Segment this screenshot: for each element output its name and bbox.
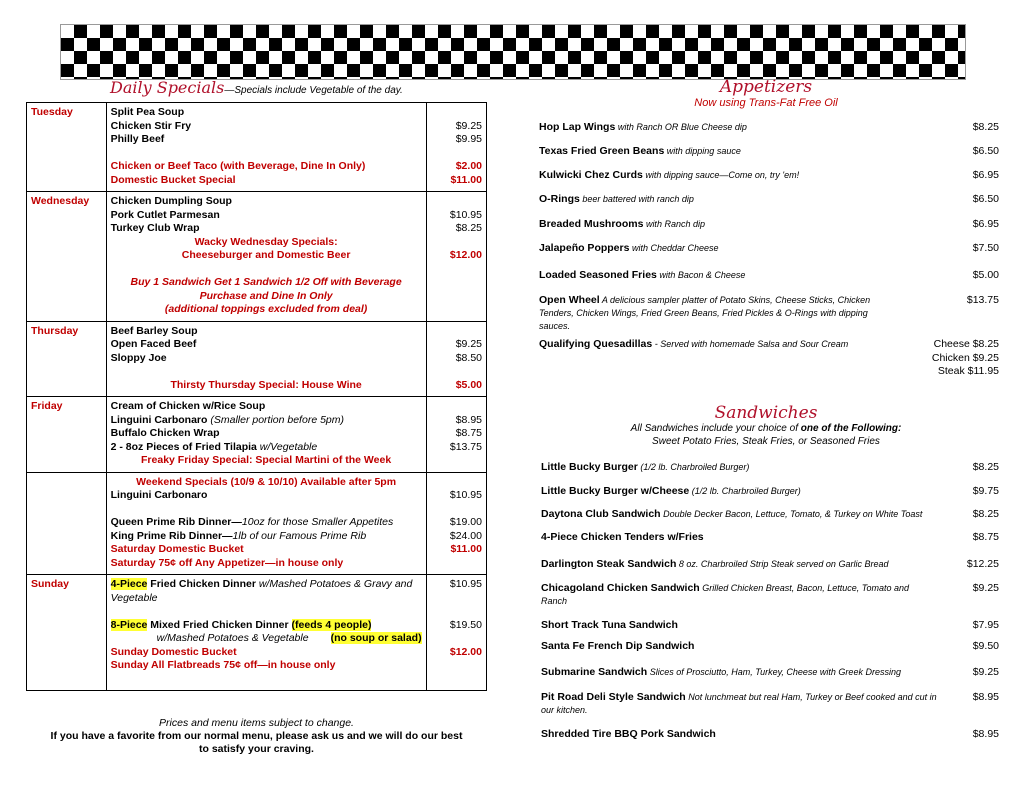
price-column	[426, 103, 486, 192]
price: $12.25	[966, 558, 999, 570]
menu-line: Freaky Friday Special: Special Martini of the Week	[141, 454, 392, 466]
menu-line: Purchase and Dine In Only	[199, 289, 333, 302]
list-item: Pit Road Deli Style Sandwich Not lunchmeat but real Ham, Turkey or Beef cooked and cut in our kitchen.	[541, 691, 937, 715]
price-column	[426, 397, 486, 473]
price-column	[426, 192, 486, 322]
price: $6.50	[972, 145, 999, 157]
highlight-no-soup: (no soup or salad)	[330, 632, 422, 644]
price: $8.25	[972, 461, 999, 473]
menu-line: Sunday All Flatbreads 75¢ off—in house only	[110, 659, 336, 671]
price: $8.95	[972, 728, 999, 740]
daily-specials-table	[26, 102, 487, 691]
menu-note: w/Mashed Potatoes & Gravy and	[258, 578, 413, 590]
menu-line: Fried Chicken Dinner	[147, 578, 259, 590]
menu-line: Linguini Carbonaro	[110, 489, 208, 501]
daily-specials-footer	[26, 717, 487, 756]
price: $9.25	[455, 338, 482, 350]
menu-line: Philly Beef	[110, 133, 165, 145]
price: $5.00	[455, 378, 482, 391]
day-items	[106, 397, 426, 473]
price: $5.00	[972, 269, 999, 281]
menu-line: Chicken Dumpling Soup	[110, 195, 232, 207]
menu-line: Domestic Bucket Special	[110, 173, 236, 186]
price: $12.00	[449, 645, 482, 658]
price: $9.50	[972, 640, 999, 652]
footer-note: If you have a favorite from our normal menu, please ask us and we will do our best	[50, 730, 463, 742]
price: $6.95	[972, 169, 999, 181]
price: $10.95	[449, 578, 482, 590]
day-items	[106, 321, 426, 397]
price: $19.00	[449, 516, 482, 528]
appetizers-title: Appetizers	[719, 77, 813, 97]
menu-line: Buy 1 Sandwich Get 1 Sandwich 1/2 Off with Beverage	[130, 276, 402, 288]
menu-line: Open Faced Beef	[110, 338, 197, 350]
daily-specials-heading: Daily Specials	[110, 78, 225, 97]
menu-line: Turkey Club Wrap	[110, 222, 200, 234]
menu-line: Weekend Specials (10/9 & 10/10) Available after 5pm	[136, 475, 397, 488]
menu-note: 10oz for those Smaller Appetites	[241, 516, 394, 528]
price-column	[426, 472, 486, 575]
day-items	[106, 192, 426, 322]
footer-note: to satisfy your craving.	[199, 743, 314, 755]
menu-line: Split Pea Soup	[110, 106, 185, 118]
price: $9.25	[972, 666, 999, 678]
list-item: 4-Piece Chicken Tenders w/Fries	[541, 531, 704, 543]
table-row-weekend	[27, 472, 487, 575]
list-item: Kulwicki Chez Curds with dipping sauce—Come on, try 'em!	[539, 169, 800, 181]
day-label: Tuesday	[27, 103, 107, 192]
list-item: Little Bucky Burger (1/2 lb. Charbroiled Burger)	[541, 461, 750, 473]
highlight-piece: 8-Piece	[110, 618, 148, 631]
menu-note: (Smaller portion before 5pm)	[207, 413, 344, 426]
day-label: Friday	[27, 397, 107, 473]
menu-note: w/Mashed Potatoes & Vegetable	[156, 632, 309, 644]
day-label: Sunday	[27, 575, 107, 691]
list-item: Submarine Sandwich Slices of Prosciutto, Ham, Turkey, Cheese with Greek Dressing	[541, 666, 901, 678]
menu-line: Buffalo Chicken Wrap	[110, 427, 220, 439]
price: $7.95	[972, 619, 999, 631]
price: $8.95	[972, 691, 999, 703]
list-item: Shredded Tire BBQ Pork Sandwich	[541, 728, 716, 740]
table-row-sunday	[27, 575, 487, 691]
price: $12.00	[449, 249, 482, 261]
price: $19.50	[449, 618, 482, 631]
menu-note: 1lb of our Famous Prime Rib	[232, 529, 367, 542]
price: $9.95	[455, 133, 482, 145]
price: Chicken $9.25	[931, 351, 999, 364]
day-label	[27, 472, 107, 575]
price: $6.95	[972, 218, 999, 230]
menu-line: 2 - 8oz Pieces of Fried Tilapia	[110, 440, 257, 453]
menu-line: Queen Prime Rib Dinner—	[110, 516, 242, 528]
list-item: Little Bucky Burger w/Cheese (1/2 lb. Charbroiled Burger)	[541, 485, 801, 497]
menu-line: Chicken or Beef Taco (with Beverage, Dine In Only)	[110, 160, 366, 172]
list-item: Santa Fe French Dip Sandwich	[541, 640, 695, 652]
list-item: O-Rings beer battered with ranch dip	[539, 193, 694, 205]
price-column	[426, 321, 486, 397]
price: $8.25	[972, 508, 999, 520]
price: $11.00	[450, 173, 482, 186]
menu-line: (additional toppings excluded from deal)	[164, 303, 368, 315]
table-row-tuesday	[27, 103, 487, 192]
appetizers-subtitle: Now using Trans-Fat Free Oil	[694, 97, 838, 109]
highlight-piece: 4-Piece	[110, 578, 148, 590]
sandwiches-title: Sandwiches	[714, 403, 818, 423]
list-item: Qualifying Quesadillas - Served with homemade Salsa and Sour Cream	[539, 338, 849, 350]
table-row-wednesday	[27, 192, 487, 322]
menu-line: Cream of Chicken w/Rice Soup	[110, 400, 266, 412]
price: $9.75	[972, 485, 999, 497]
menu-note: w/Vegetable	[256, 440, 318, 453]
price: $10.95	[449, 208, 482, 221]
menu-line: Linguini Carbonaro	[110, 413, 208, 426]
highlight-feeds: (feeds 4 people)	[291, 618, 372, 631]
list-item: Texas Fried Green Beans with dipping sauce	[539, 145, 741, 157]
day-items	[106, 472, 426, 575]
list-item: Darlington Steak Sandwich 8 oz. Charbroiled Strip Steak served on Garlic Bread	[541, 558, 889, 570]
quesadilla-prices	[900, 338, 999, 379]
menu-line: Sunday Domestic Bucket	[110, 645, 237, 658]
price: $11.00	[450, 543, 482, 555]
list-item: Short Track Tuna Sandwich	[541, 619, 678, 631]
checkered-flag-banner	[60, 24, 966, 80]
list-item: Breaded Mushrooms with Ranch dip	[539, 218, 705, 230]
price: $6.50	[972, 193, 999, 205]
menu-line: Mixed Fried Chicken Dinner	[147, 618, 292, 631]
price: $9.25	[455, 119, 482, 132]
price-column	[426, 575, 486, 691]
price: $10.95	[449, 489, 482, 501]
menu-line: Cheeseburger and Domestic Beer	[181, 249, 351, 261]
menu-line: Saturday Domestic Bucket	[110, 543, 244, 555]
table-row-thursday	[27, 321, 487, 397]
menu-line: King Prime Rib Dinner—	[110, 529, 233, 542]
price: $8.25	[455, 222, 482, 234]
price: $8.95	[455, 413, 482, 426]
price: $24.00	[449, 529, 482, 542]
list-item: Daytona Club Sandwich Double Decker Bacon, Lettuce, Tomato, & Turkey on White Toast	[541, 508, 923, 520]
list-item: Open Wheel A delicious sampler platter of Potato Skins, Cheese Sticks, Chicken Tenders, Chicken Wings, Fried Green Beans, Fried Pickles & O-Rings with dipping sauces.	[539, 294, 871, 331]
day-items	[106, 575, 426, 691]
menu-line: Thirsty Thursday Special: House Wine	[170, 378, 362, 391]
menu-note: Vegetable	[110, 591, 158, 604]
daily-specials-subtitle: —Specials include Vegetable of the day.	[224, 85, 403, 96]
price: $2.00	[455, 160, 482, 172]
price: $8.75	[972, 531, 999, 543]
day-label: Thursday	[27, 321, 107, 397]
menu-line: Wacky Wednesday Specials:	[194, 235, 338, 248]
menu-line: Beef Barley Soup	[110, 324, 198, 337]
price: $8.75	[455, 427, 482, 439]
menu-line: Saturday 75¢ off Any Appetizer—in house only	[110, 556, 344, 569]
price: $9.25	[972, 582, 999, 594]
price: $7.50	[972, 242, 999, 254]
list-item: Chicagoland Chicken Sandwich Grilled Chicken Breast, Bacon, Lettuce, Tomato and Ranch	[541, 582, 909, 606]
price: Steak $11.95	[937, 365, 999, 377]
price: $13.75	[966, 294, 999, 306]
day-items	[106, 103, 426, 192]
menu-line: Chicken Stir Fry	[110, 119, 192, 132]
menu-line: Sloppy Joe	[110, 351, 167, 364]
list-item: Loaded Seasoned Fries with Bacon & Cheese	[539, 269, 746, 281]
footer-note: Prices and menu items subject to change.	[159, 717, 354, 729]
daily-specials-title	[110, 78, 403, 97]
price: $13.75	[449, 440, 482, 453]
day-label: Wednesday	[27, 192, 107, 322]
price: $8.25	[972, 121, 999, 133]
sandwiches-subtitle: All Sandwiches include your choice of one of the Following: Sweet Potato Fries, Steak Fries, or Seasoned Fries	[630, 423, 902, 447]
menu-line: Pork Cutlet Parmesan	[110, 208, 220, 221]
price: Cheese $8.25	[933, 338, 999, 350]
price: $8.50	[455, 351, 482, 364]
table-row-friday	[27, 397, 487, 473]
list-item: Jalapeño Poppers with Cheddar Cheese	[539, 242, 719, 254]
list-item: Hop Lap Wings with Ranch OR Blue Cheese dip	[539, 121, 747, 133]
